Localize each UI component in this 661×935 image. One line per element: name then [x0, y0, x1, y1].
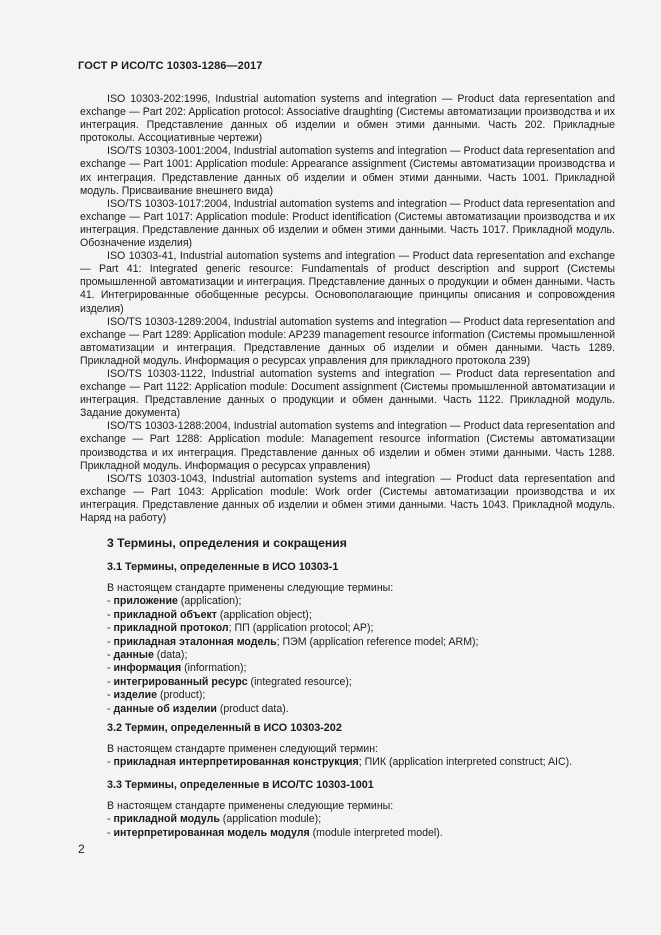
reference-item: ISO/TS 10303-1288:2004, Industrial automation systems and integration — Product data representation and exchange — Part 1288: Application module: Management resource information (Системы автоматизации производства и их интеграция. Представление данных об изделии и обмен этими данными. Часть 1288. Прикладной модуль. Информация о ресурсах управления): [80, 420, 615, 472]
document-header: ГОСТ Р ИСО/ТС 10303-1286—2017: [78, 60, 263, 72]
subsection-3-3-body: [107, 800, 617, 840]
term-translation: ; ПЭМ (application reference model; ARM);: [276, 635, 479, 648]
term-translation: (application object);: [216, 608, 312, 621]
term-name: прикладной протокол: [113, 622, 229, 635]
term-name: информация: [113, 662, 182, 675]
term-translation: (data);: [153, 649, 188, 662]
subsection-intro: В настоящем стандарте применены следующие термины:: [107, 582, 394, 594]
term-translation: (module interpreted model).: [309, 826, 443, 839]
reference-item: ISO 10303-41, Industrial automation systems and integration — Product data representation and exchange — Part 41: Integrated generic resource: Fundamentals of product description and support (Системы промышленной автоматизации и интеграция. Представление данных о продукции и обмен данными. Часть 41. Интегрированные обобщенные ресурсы. Основополагающие принципы описания и сопровождения изделия): [80, 250, 615, 315]
term-name: данные об изделии: [113, 702, 217, 715]
term-item: - приложение (application);: [107, 595, 242, 608]
subsection-intro: В настоящем стандарте применен следующий термин:: [107, 743, 379, 755]
term-item: - прикладная эталонная модель; ПЭМ (application reference model; ARM);: [107, 635, 479, 648]
term-item: - информация (information);: [107, 662, 247, 675]
term-translation: ; ПП (application protocol; AP);: [228, 622, 374, 635]
term-translation: (application);: [177, 595, 242, 608]
term-item: - данные (data);: [107, 649, 188, 662]
page-number: 2: [78, 842, 85, 856]
terms-list: [107, 813, 617, 840]
term-translation: (application module);: [219, 813, 322, 826]
term-name: данные: [113, 649, 154, 662]
subsection-3-1-title: 3.1 Термины, определенные в ИСО 10303-1: [107, 561, 339, 573]
term-item: - прикладной модуль (application module);: [107, 813, 322, 826]
term-item: - интерпретированная модель модуля (module interpreted model).: [107, 826, 443, 839]
term-name: прикладная интерпретированная конструкция: [113, 756, 359, 769]
reference-item: ISO/TS 10303-1122, Industrial automation systems and integration — Product data representation and exchange — Part 1122: Application module: Document assignment (Системы промышленной автоматизации и интеграция. Представление данных о продукции и обмен данными. Часть 1122. Прикладной модуль. Задание документа): [80, 367, 615, 420]
term-item: - прикладной протокол; ПП (application protocol; AP);: [107, 622, 374, 635]
terms-list: [107, 595, 617, 716]
term-name: приложение: [113, 595, 178, 608]
term-name: прикладной объект: [113, 608, 217, 621]
reference-item: ISO 10303-202:1996, Industrial automation systems and integration — Product data representation and exchange — Part 202: Application protocol: Associative draughting (Системы автоматизации производства и их интеграция. Представление данных об изделии и обмен этими данными. Часть 202. Прикладные протоколы. Ассоциативные чертежи): [80, 93, 615, 145]
term-item: - данные об изделии (product data).: [107, 702, 289, 715]
reference-item: ISO/TS 10303-1043, Industrial automation systems and integration — Product data representation and exchange — Part 1043: Application module: Work order (Системы автоматизации производства и их интеграция. Представление данных об изделии и обмен этими данными. Часть 1043. Прикладной модуль. Наряд на работу): [80, 472, 615, 524]
term-item: - интегрированный ресурс (integrated resource);: [107, 675, 352, 688]
subsection-3-2-body: [107, 743, 617, 770]
term-name: изделие: [113, 689, 158, 702]
subsection-3-1-body: [107, 582, 617, 716]
term-item: - прикладной объект (application object);: [107, 608, 312, 621]
reference-item: ISO/TS 10303-1017:2004, Industrial automation systems and integration — Product data representation and exchange — Part 1017: Application module: Product identification (Системы автоматизации производства и их интеграция. Представление данных об изделии и обмен этими данными. Часть 1017. Прикладной модуль. Обозначение изделия): [80, 197, 615, 250]
term-name: интегрированный ресурс: [113, 675, 248, 688]
term-item: - изделие (product);: [107, 689, 206, 702]
subsection-3-3-title: 3.3 Термины, определенные в ИСО/ТС 10303-1001: [107, 779, 374, 791]
term-item: - прикладная интерпретированная конструкция; ПИК (application interpreted construct; AIC).: [107, 756, 573, 769]
term-translation: (information);: [181, 662, 247, 675]
terms-list: [107, 756, 617, 769]
subsection-intro: В настоящем стандарте применены следующие термины:: [107, 800, 394, 812]
term-translation: ; ПИК (application interpreted construct; AIC).: [358, 756, 573, 769]
subsection-3-2-title: 3.2 Термин, определенный в ИСО 10303-202: [107, 722, 342, 734]
references-list: [80, 93, 615, 525]
term-translation: (product data).: [216, 702, 289, 715]
term-translation: (product);: [157, 689, 206, 702]
term-name: прикладная эталонная модель: [113, 635, 277, 648]
reference-item: ISO/TS 10303-1001:2004, Industrial automation systems and integration — Product data representation and exchange — Part 1001: Application module: Appearance assignment (Системы автоматизации производства и их интеграция. Представление данных об изделии и обмен этими данными. Часть 1001. Прикладной модуль. Присваивание внешнего вида): [80, 145, 615, 197]
reference-item: ISO/TS 10303-1289:2004, Industrial automation systems and integration — Product data representation and exchange — Part 1289: Application module: AP239 management resource information (Системы промышленной автоматизации и интеграция. Представление данных об изделии и обмен данными. Часть 1289. Прикладной модуль. Информация о ресурсах управления для прикладного протокола 239): [80, 315, 615, 367]
term-name: интерпретированная модель модуля: [113, 826, 310, 839]
term-translation: (integrated resource);: [247, 675, 352, 688]
term-name: прикладной модуль: [113, 813, 220, 826]
section-3-title: 3 Термины, определения и сокращения: [107, 536, 347, 550]
